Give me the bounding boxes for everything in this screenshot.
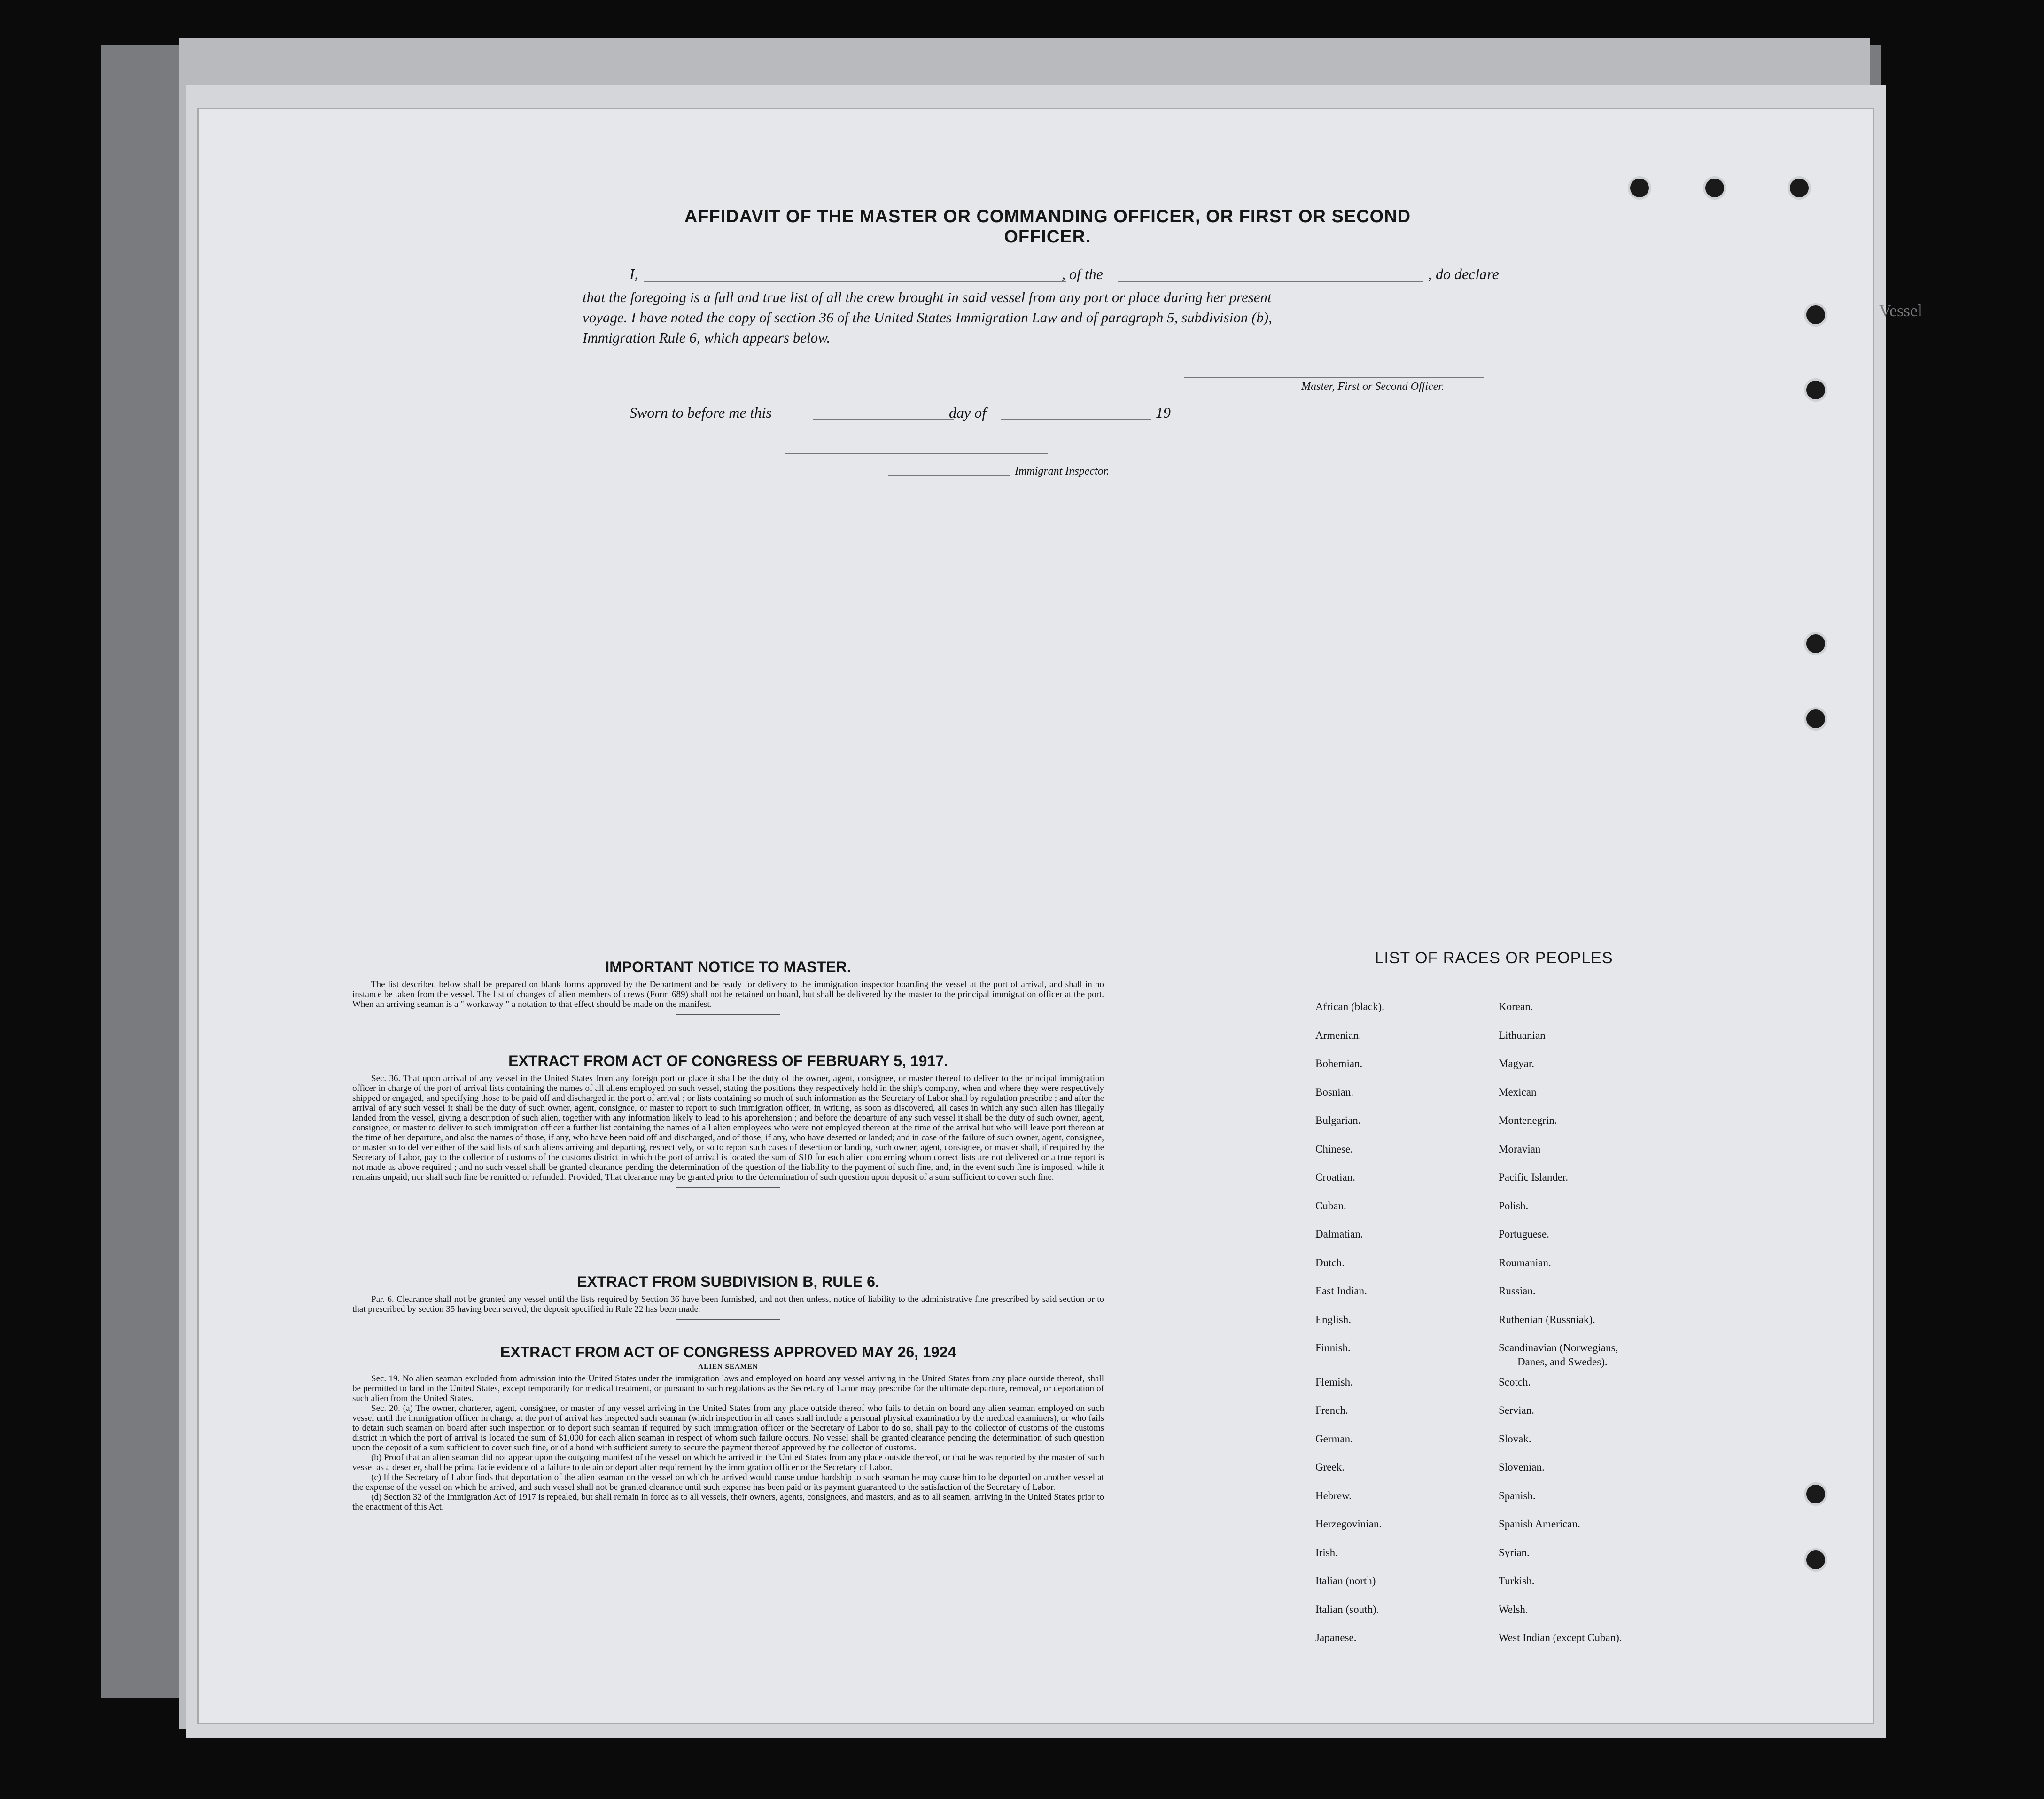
sworn-day-blank	[813, 419, 954, 420]
race-item: Cuban.	[1315, 1199, 1346, 1212]
punch-hole	[1806, 1550, 1825, 1569]
punch-hole	[1630, 179, 1649, 197]
punch-hole	[1806, 709, 1825, 728]
name-blank	[644, 281, 1066, 282]
affidavit-i: I,	[630, 265, 638, 282]
inspector-line-top	[785, 453, 1048, 454]
race-item: Lithuanian	[1499, 1029, 1546, 1041]
race-item: African (black).	[1315, 1001, 1384, 1012]
race-item: Korean.	[1499, 1001, 1533, 1012]
affidavit-line4: Immigration Rule 6, which appears below.	[583, 329, 831, 346]
race-item: English.	[1315, 1313, 1352, 1325]
race-item: Hebrew.	[1315, 1489, 1352, 1502]
divider	[676, 1319, 780, 1320]
race-item: Italian (south).	[1315, 1603, 1379, 1615]
vessel-blank	[1118, 281, 1423, 282]
day-of-label: day of	[949, 404, 987, 421]
notice-body: The list described below shall be prepared on blank forms approved by the Department and be ready for delivery to the immigration inspector boarding the vessel at the port of arrival, and shall in no instance be taken from the vessel. The list of changes of alien members of crews (Form 689) shall not be retained on board, but shall be delivered by the master to the principal immigration officer at the port. When an arriving seaman is a " workaway " a notation to that effect should be made on the manifest.	[352, 980, 1104, 1009]
inspector-line	[888, 475, 1010, 476]
race-item: Roumanian.	[1499, 1256, 1551, 1269]
race-item: Russian.	[1499, 1285, 1536, 1297]
extract-rule6-title: EXTRACT FROM SUBDIVISION B, RULE 6.	[577, 1273, 879, 1290]
extract-1924-subtitle: ALIEN SEAMEN	[698, 1363, 758, 1371]
form-sheet	[197, 108, 1874, 1724]
race-item: French.	[1315, 1404, 1348, 1416]
race-item: Mexican	[1499, 1086, 1537, 1098]
extract-1924-para: (d) Section 32 of the Immigration Act of 1917 is repealed, but shall remain in force as to all vessels, their owners, agents, consignees, and masters, and as to all seamen, arriving in the United States prior to the enactment of this Act.	[352, 1492, 1104, 1512]
extract-1924-section	[352, 1344, 1104, 1512]
extract-1924-para: Sec. 19. No alien seaman excluded from admission into the United States under the immigration laws and employed on board any vessel arriving in the United States from any place outside thereof, shall be permitted to land in the United States, except temporarily for medical treatment, or pursuant to such regulations as the Secretary of Labor may prescribe for the ultimate departure, removal, or deportation of such alien from the United States.	[352, 1374, 1104, 1403]
race-item: East Indian.	[1315, 1285, 1367, 1297]
races-right-column	[1499, 1001, 1733, 1668]
race-item: Magyar.	[1499, 1058, 1535, 1069]
race-item: Greek.	[1315, 1461, 1345, 1473]
race-item: Montenegrin.	[1499, 1114, 1557, 1126]
punch-hole	[1806, 634, 1825, 653]
race-item: Polish.	[1499, 1199, 1529, 1212]
signature-line	[1184, 377, 1484, 378]
affidavit-line2: that the foregoing is a full and true list of all the crew brought in said vessel from any port or place during her present	[583, 289, 1272, 305]
inspector-label: Immigrant Inspector.	[1015, 465, 1110, 477]
year-label: 19	[1156, 404, 1171, 421]
extract-1924-para: Sec. 20. (a) The owner, charterer, agent, consignee, or master of any vessel arriving in the United States from any place outside thereof who fails to detain on board any alien seaman employed on such vessel until the immigration officer in charge at the port of arrival has inspected such seaman (which inspection in all cases shall include a personal physical examination by the medical examiners), or who fails to detain such seaman on board after such inspection or to deport such seaman if required by such immigration officer or the Secretary of Labor to do so, shall pay to the collector of customs of the customs district in which the port of arrival is located the sum of $1,000 for each alien seaman in respect of whom such failure occurs. No vessel shall be granted clearance pending the determination of such question upon the deposit of a sum sufficient to cover such fine, or of a bond with sufficient surety to secure the payment thereof approved by the collector of customs.	[352, 1403, 1104, 1453]
race-item: Irish.	[1315, 1546, 1338, 1558]
notice-title: IMPORTANT NOTICE TO MASTER.	[605, 958, 851, 975]
race-item: Servian.	[1499, 1404, 1535, 1416]
races-title: LIST OF RACES OR PEOPLES	[1375, 949, 1613, 967]
race-item: Slovak.	[1499, 1433, 1531, 1445]
race-item: Italian (north)	[1315, 1575, 1376, 1587]
extract-1924-title: EXTRACT FROM ACT OF CONGRESS APPROVED MAY 26, 1924	[500, 1344, 956, 1361]
race-item: Bulgarian.	[1315, 1114, 1361, 1126]
extract-1917-body: Sec. 36. That upon arrival of any vessel in the United States from any foreign port or place it shall be the duty of the owner, agent, consignee, or master thereof to deliver to the principal immigration officer in charge of the port of arrival lists containing the names of all aliens employed on such vessel, stating the positions they respectively hold in the ship's company, when and where they were respectively shipped or engaged, and specifying those to be paid off and discharged in the port of arrival ; or lists containing so much of such information as the Secretary of Labor shall by regulation prescribe ; and after the arrival of any such vessel it shall be the duty of such owner, agent, consignee, or master to report to such immigration officer, in writing, as soon as discovered, all cases in which any such alien has illegally landed from the vessel, giving a description of such alien, together with any information likely to lead to his apprehension ; and before the departure of any such vessel it shall be the duty of such owner, agent, consignee, or master to deliver to such immigration officer a further list containing the names of all alien employees who were not employed thereon at the time of the arrival but who will leave port thereon at the time of her departure, and also the names of those, if any, who have been paid off and discharged, and of those, if any, who have deserted or landed; and in case of the failure of such owner, agent, consignee, or master so to deliver either of the said lists of such aliens arriving and departing, respectively, or so to report such cases of desertion or landing, such owner, agent, consignee, or master shall, if required by the Secretary of Labor, pay to the collector of customs of the customs district in which the port of arrival is located the sum of $10 for each alien concerning whom correct lists are not delivered or a true report is not made as above required ; and no such vessel shall be granted clearance pending the determination of the question of the liability to the payment of such fine, and, in the event such fine is imposed, while it remains unpaid; nor shall such fine be remitted or refunded: Provided, That clearance may be granted prior to the determination of such question upon deposit of a sum sufficient to cover such fine.	[352, 1074, 1104, 1182]
race-item: Dalmatian.	[1315, 1228, 1363, 1240]
back-sheet-vessel-label: Vessel	[1879, 301, 1922, 320]
race-item: Spanish American.	[1499, 1518, 1580, 1530]
race-item: West Indian (except Cuban).	[1499, 1632, 1622, 1643]
race-item: Japanese.	[1315, 1632, 1357, 1643]
race-item: Armenian.	[1315, 1029, 1361, 1041]
race-item-continuation: Danes, and Swedes).	[1517, 1356, 1608, 1368]
race-item: Turkish.	[1499, 1575, 1535, 1587]
extract-rule6-section	[352, 1273, 1104, 1324]
extract-rule6-body: Par. 6. Clearance shall not be granted any vessel until the lists required by Section 36 have been furnished, and not then unless, notice of liability to the administrative fine prescribed by said section or to that prescribed by section 35 having been served, the deposit specified in Rule 22 has been made.	[352, 1294, 1104, 1314]
race-item: Scandinavian (Norwegians,	[1499, 1342, 1618, 1354]
notice-section	[352, 958, 1104, 1020]
sworn-month-blank	[1001, 419, 1151, 420]
divider	[676, 1187, 780, 1188]
race-item: Dutch.	[1315, 1256, 1345, 1269]
race-item: Pacific Islander.	[1499, 1171, 1569, 1183]
race-item: Croatian.	[1315, 1171, 1355, 1183]
race-item: Herzegovinian.	[1315, 1518, 1382, 1530]
race-item: Slovenian.	[1499, 1461, 1545, 1473]
race-item: Finnish.	[1315, 1342, 1351, 1354]
race-item: German.	[1315, 1433, 1353, 1445]
race-item: Welsh.	[1499, 1603, 1528, 1615]
race-item: Bohemian.	[1315, 1058, 1363, 1069]
punch-hole	[1705, 179, 1724, 197]
race-item: Bosnian.	[1315, 1086, 1354, 1098]
extract-1924-para: (c) If the Secretary of Labor finds that deportation of the alien seaman on the vessel on which he arrived would cause undue hardship to such seaman he may cause him to be deported on another vessel at the expense of the vessel on which he arrived, and such vessel shall not be granted clearance until such expense has been paid or its payment guaranteed to the satisfaction of the Secretary of Labor.	[352, 1472, 1104, 1492]
punch-hole	[1806, 1485, 1825, 1503]
punch-hole	[1806, 305, 1825, 324]
affidavit-of-the: , of the	[1062, 265, 1103, 282]
sworn-label: Sworn to before me this	[630, 404, 772, 421]
race-item: Moravian	[1499, 1143, 1541, 1155]
punch-hole	[1790, 179, 1809, 197]
race-item: Spanish.	[1499, 1489, 1536, 1502]
race-item: Scotch.	[1499, 1376, 1531, 1388]
divider	[676, 1014, 780, 1015]
punch-hole	[1806, 381, 1825, 399]
race-item: Syrian.	[1499, 1546, 1530, 1558]
affidavit-declare: , do declare	[1428, 265, 1499, 282]
affidavit-line3: voyage. I have noted the copy of section 36 of the United States Immigration Law and of paragraph 5, subdivision (b),	[583, 309, 1272, 326]
extract-1924-para: (b) Proof that an alien seaman did not appear upon the outgoing manifest of the vessel on which he arrived in the United States from any place outside thereof, or that he was reported by the master of such vessel as a deserter, shall be prima facie evidence of a failure to detain or deport after requirement by the immigration officer or the Secretary of Labor.	[352, 1453, 1104, 1472]
extract-1917-section	[352, 1052, 1104, 1192]
signature-label: Master, First or Second Officer.	[1301, 381, 1444, 393]
race-item: Chinese.	[1315, 1143, 1353, 1155]
race-item: Portuguese.	[1499, 1228, 1549, 1240]
race-item: Ruthenian (Russniak).	[1499, 1313, 1595, 1325]
affidavit-title: AFFIDAVIT OF THE MASTER OR COMMANDING OFFICER, OR FIRST OR SECOND OFFICER.	[684, 207, 1411, 247]
race-item: Flemish.	[1315, 1376, 1353, 1388]
extract-1917-title: EXTRACT FROM ACT OF CONGRESS OF FEBRUARY 5, 1917.	[508, 1052, 948, 1069]
